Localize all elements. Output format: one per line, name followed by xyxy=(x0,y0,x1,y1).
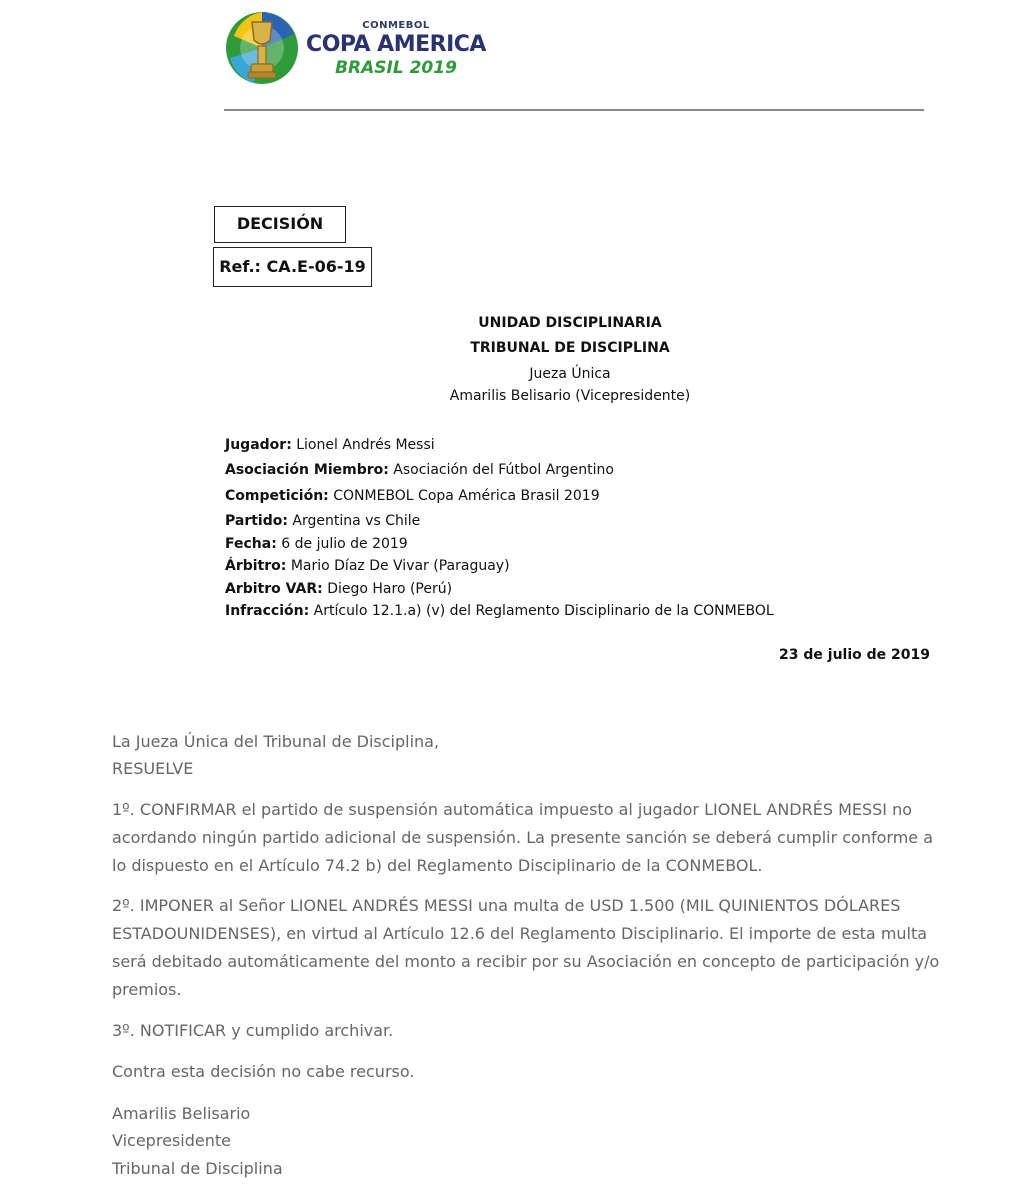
judge-title: Jueza Única xyxy=(529,366,611,382)
resolution-point-2: 2º. IMPONER al Señor LIONEL ANDRÉS MESSI una multa de USD 1.500 (MIL QUINIENTOS DÓLARES ESTADOUNIDENSES), en virtud al Artículo 12.6 del Reglamento Disciplinario. El importe de esta multa será debitado automáticamente del monto a recibir por su Asociación en concepto de participación y/o premios. xyxy=(112,896,940,999)
signature-name: Amarilis Belisario xyxy=(112,1104,251,1123)
info-date: Fecha: 6 de julio de 2019 xyxy=(225,536,408,552)
header-divider xyxy=(224,109,924,111)
info-var-referee: Arbitro VAR: Diego Haro (Perú) xyxy=(225,581,453,597)
copa-america-logo xyxy=(224,6,484,92)
resolve-line: RESUELVE xyxy=(112,759,194,778)
info-association: Asociación Miembro: Asociación del Fútbol Argentino xyxy=(225,462,614,478)
info-referee: Árbitro: Mario Díaz De Vivar (Paraguay) xyxy=(225,558,510,574)
no-appeal-line: Contra esta decisión no cabe recurso. xyxy=(112,1062,415,1081)
info-infraction: Infracción: Artículo 12.1.a) (v) del Reglamento Disciplinario de la CONMEBOL xyxy=(225,603,774,619)
intro-line: La Jueza Única del Tribunal de Disciplina, xyxy=(112,732,440,751)
trophy-logo-icon xyxy=(224,6,300,90)
resolution-point-1: 1º. CONFIRMAR el partido de suspensión automática impuesto al jugador LIONEL ANDRÉS MESSI no acordando ningún partido adicional de suspensión. La presente sanción se deberá cumplir conforme a lo dispuesto en el Artículo 74.2 b) del Reglamento Disciplinario de la CONMEBOL. xyxy=(112,800,934,875)
judge-name: Amarilis Belisario (Vicepresidente) xyxy=(449,388,691,404)
resolution-point-3: 3º. NOTIFICAR y cumplido archivar. xyxy=(112,1021,394,1040)
logo-org: CONMEBOL xyxy=(362,20,430,31)
logo-title: COPA AMERICA xyxy=(306,32,486,57)
info-match: Partido: Argentina vs Chile xyxy=(225,513,421,529)
reference-box: Ref.: CA.E-06-19 xyxy=(213,247,372,287)
unit-heading: UNIDAD DISCIPLINARIA xyxy=(478,315,662,331)
logo-subtitle: BRASIL 2019 xyxy=(335,58,457,78)
info-player: Jugador: Lionel Andrés Messi xyxy=(225,437,435,453)
signature-body: Tribunal de Disciplina xyxy=(112,1159,283,1178)
info-competition: Competición: CONMEBOL Copa América Brasil 2019 xyxy=(225,488,600,504)
decision-box: DECISIÓN xyxy=(214,206,346,243)
signature-role: Vicepresidente xyxy=(112,1131,231,1150)
logo-wordmark xyxy=(306,20,486,78)
decision-date: 23 de julio de 2019 xyxy=(779,647,930,663)
tribunal-heading: TRIBUNAL DE DISCIPLINA xyxy=(470,340,670,356)
